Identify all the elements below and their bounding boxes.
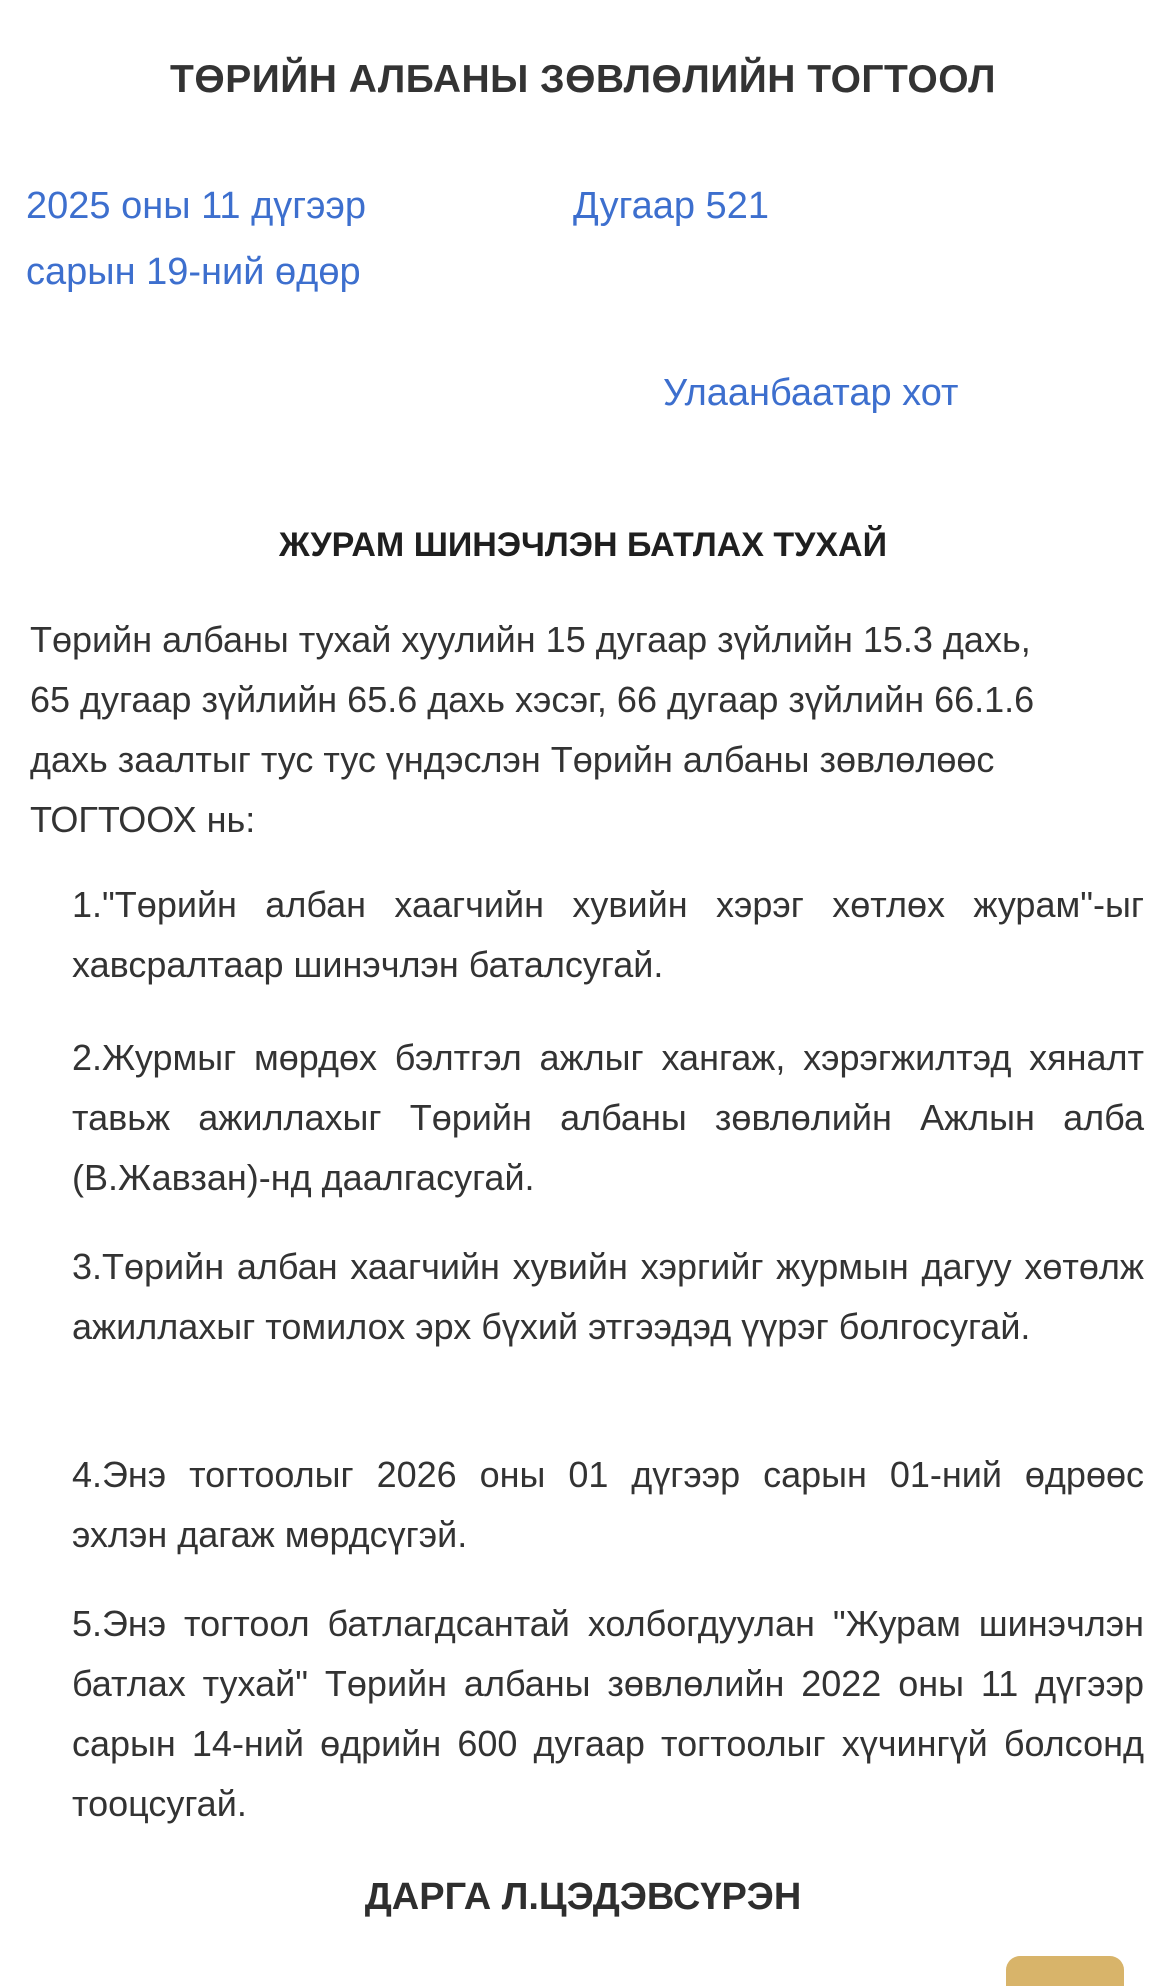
resolution-item-3: 3.Төрийн албан хаагчийн хувийн хэргийг журмын дагуу хөтөлж ажиллахыг томилох эрх бүхий этгээдэд үүрэг болгосугай. [72,1246,1144,1347]
resolution-item-2: 2.Журмыг мөрдөх бэлтгэл ажлыг хангаж, хэрэгжилтэд хяналт тавьж ажиллахыг Төрийн албаны зөвлөлийн Ажлын алба (В.Жавзан)-нд даалгасугай. [72,1037,1144,1198]
signature-line: ДАРГА Л.ЦЭДЭВСҮРЭН [364,1876,802,1918]
bottom-tab-button[interactable] [1006,1956,1124,1986]
preamble-paragraph: Төрийн албаны тухай хуулийн 15 дугаар зүйлийн 15.3 дахь, 65 дугаар зүйлийн 65.6 дахь хэсэг, 66 дугаар зүйлийн 66.1.6 дахь заалтыг тус тус үндэслэн Төрийн албаны зөвлөлөөс ТОГТООХ нь: [30,619,1035,840]
resolution-item-5: 5.Энэ тогтоол батлагдсантай холбогдуулан "Журам шинэчлэн батлах тухай" Төрийн албаны зөвлөлийн 2022 оны 11 дүгээр сарын 14-ний өдрийн 600 дугаар тогтоолыг хүчингүй болсонд тооцсугай. [72,1603,1144,1824]
resolution-item-1: 1."Төрийн албан хаагчийн хувийн хэрэг хөтлөх журам"-ыг хавсралтаар шинэчлэн баталсугай. [72,884,1144,985]
city-name[interactable]: Улаанбаатар хот [663,372,959,414]
date-line-1[interactable]: 2025 оны 11 дүгээр [26,185,367,227]
resolution-number[interactable]: Дугаар 521 [573,185,769,227]
resolution-item-4: 4.Энэ тогтоолыг 2026 оны 01 дүгээр сарын 01-ний өдрөөс эхлэн дагаж мөрдсүгэй. [72,1454,1144,1555]
resolution-title: ТӨРИЙН АЛБАНЫ ЗӨВЛӨЛИЙН ТОГТООЛ [170,58,996,101]
resolution-subject: ЖУРАМ ШИНЭЧЛЭН БАТЛАХ ТУХАЙ [278,526,888,564]
date-line-2[interactable]: сарын 19-ний өдөр [26,251,361,293]
